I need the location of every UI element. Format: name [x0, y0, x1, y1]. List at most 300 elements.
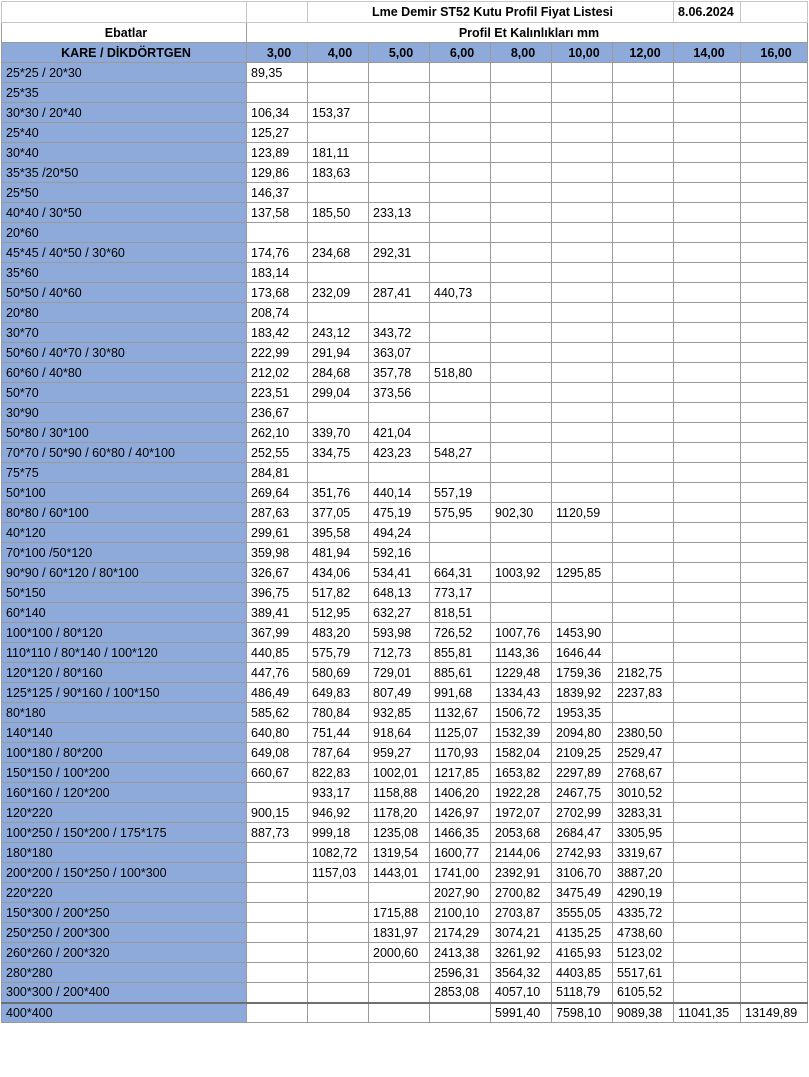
price-cell[interactable] — [552, 583, 613, 603]
price-cell[interactable]: 423,23 — [369, 443, 430, 463]
price-cell[interactable]: 284,81 — [247, 463, 308, 483]
size-cell[interactable]: 120*220 — [2, 803, 247, 823]
price-cell[interactable]: 357,78 — [369, 363, 430, 383]
size-cell[interactable]: 75*75 — [2, 463, 247, 483]
price-cell[interactable] — [741, 603, 808, 623]
size-cell[interactable]: 25*25 / 20*30 — [2, 63, 247, 83]
price-cell[interactable] — [308, 963, 369, 983]
price-cell[interactable] — [369, 1003, 430, 1023]
price-cell[interactable]: 3074,21 — [491, 923, 552, 943]
size-cell[interactable]: 200*200 / 150*250 / 100*300 — [2, 863, 247, 883]
price-cell[interactable] — [613, 403, 674, 423]
size-cell[interactable]: 50*150 — [2, 583, 247, 603]
price-cell[interactable]: 780,84 — [308, 703, 369, 723]
price-cell[interactable] — [741, 743, 808, 763]
thickness-header[interactable]: 5,00 — [369, 43, 430, 63]
price-cell[interactable]: 1002,01 — [369, 763, 430, 783]
price-cell[interactable]: 726,52 — [430, 623, 491, 643]
price-cell[interactable]: 447,76 — [247, 663, 308, 683]
size-cell[interactable]: 150*150 / 100*200 — [2, 763, 247, 783]
price-cell[interactable]: 2000,60 — [369, 943, 430, 963]
price-cell[interactable] — [369, 223, 430, 243]
price-cell[interactable]: 991,68 — [430, 683, 491, 703]
price-cell[interactable]: 2596,31 — [430, 963, 491, 983]
price-cell[interactable] — [613, 603, 674, 623]
price-cell[interactable] — [674, 323, 741, 343]
price-cell[interactable] — [741, 63, 808, 83]
price-cell[interactable] — [741, 303, 808, 323]
price-cell[interactable]: 262,10 — [247, 423, 308, 443]
price-cell[interactable] — [741, 823, 808, 843]
price-cell[interactable] — [741, 143, 808, 163]
price-cell[interactable] — [674, 343, 741, 363]
price-cell[interactable]: 818,51 — [430, 603, 491, 623]
size-cell[interactable]: 20*80 — [2, 303, 247, 323]
size-cell[interactable]: 50*100 — [2, 483, 247, 503]
price-cell[interactable]: 1007,76 — [491, 623, 552, 643]
price-cell[interactable] — [491, 163, 552, 183]
size-cell[interactable]: 220*220 — [2, 883, 247, 903]
price-cell[interactable]: 2380,50 — [613, 723, 674, 743]
thickness-header[interactable]: 14,00 — [674, 43, 741, 63]
size-cell[interactable]: 45*45 / 40*50 / 30*60 — [2, 243, 247, 263]
price-cell[interactable]: 729,01 — [369, 663, 430, 683]
size-cell[interactable]: 90*90 / 60*120 / 80*100 — [2, 563, 247, 583]
cell-empty[interactable] — [247, 2, 308, 23]
price-cell[interactable] — [741, 683, 808, 703]
price-cell[interactable]: 1132,67 — [430, 703, 491, 723]
size-cell[interactable]: 180*180 — [2, 843, 247, 863]
price-cell[interactable]: 284,68 — [308, 363, 369, 383]
size-cell[interactable]: 250*250 / 200*300 — [2, 923, 247, 943]
price-cell[interactable] — [369, 883, 430, 903]
price-cell[interactable] — [741, 443, 808, 463]
price-cell[interactable] — [741, 503, 808, 523]
price-cell[interactable]: 1295,85 — [552, 563, 613, 583]
price-cell[interactable] — [308, 903, 369, 923]
price-cell[interactable] — [674, 963, 741, 983]
price-cell[interactable]: 222,99 — [247, 343, 308, 363]
price-cell[interactable] — [308, 883, 369, 903]
price-cell[interactable]: 640,80 — [247, 723, 308, 743]
price-cell[interactable]: 2703,87 — [491, 903, 552, 923]
price-cell[interactable]: 125,27 — [247, 123, 308, 143]
price-cell[interactable]: 287,41 — [369, 283, 430, 303]
price-cell[interactable] — [430, 343, 491, 363]
price-cell[interactable] — [491, 343, 552, 363]
price-cell[interactable]: 575,79 — [308, 643, 369, 663]
size-cell[interactable]: 30*40 — [2, 143, 247, 163]
price-cell[interactable] — [491, 143, 552, 163]
price-cell[interactable]: 2144,06 — [491, 843, 552, 863]
price-cell[interactable] — [674, 183, 741, 203]
price-cell[interactable] — [674, 483, 741, 503]
price-cell[interactable]: 1120,59 — [552, 503, 613, 523]
price-cell[interactable]: 5118,79 — [552, 983, 613, 1003]
price-cell[interactable] — [491, 403, 552, 423]
price-cell[interactable]: 292,31 — [369, 243, 430, 263]
price-cell[interactable] — [613, 503, 674, 523]
price-cell[interactable]: 773,17 — [430, 583, 491, 603]
price-cell[interactable]: 1922,28 — [491, 783, 552, 803]
price-cell[interactable] — [552, 603, 613, 623]
price-cell[interactable] — [308, 183, 369, 203]
price-cell[interactable] — [491, 443, 552, 463]
price-cell[interactable] — [491, 383, 552, 403]
price-cell[interactable] — [552, 143, 613, 163]
price-cell[interactable]: 1839,92 — [552, 683, 613, 703]
price-cell[interactable] — [613, 623, 674, 643]
price-cell[interactable] — [491, 303, 552, 323]
price-cell[interactable]: 5123,02 — [613, 943, 674, 963]
price-cell[interactable]: 486,49 — [247, 683, 308, 703]
price-cell[interactable] — [674, 63, 741, 83]
price-cell[interactable]: 4135,25 — [552, 923, 613, 943]
price-cell[interactable]: 1953,35 — [552, 703, 613, 723]
cell-empty[interactable] — [741, 2, 808, 23]
price-cell[interactable] — [491, 323, 552, 343]
price-cell[interactable]: 440,85 — [247, 643, 308, 663]
price-cell[interactable] — [491, 183, 552, 203]
price-cell[interactable]: 183,14 — [247, 263, 308, 283]
price-cell[interactable]: 373,56 — [369, 383, 430, 403]
price-cell[interactable]: 334,75 — [308, 443, 369, 463]
price-cell[interactable] — [674, 523, 741, 543]
price-cell[interactable] — [552, 183, 613, 203]
price-cell[interactable]: 1453,90 — [552, 623, 613, 643]
price-cell[interactable]: 664,31 — [430, 563, 491, 583]
price-cell[interactable]: 4335,72 — [613, 903, 674, 923]
price-cell[interactable] — [741, 183, 808, 203]
price-cell[interactable] — [741, 123, 808, 143]
price-cell[interactable] — [674, 863, 741, 883]
price-cell[interactable] — [613, 423, 674, 443]
price-cell[interactable]: 481,94 — [308, 543, 369, 563]
price-cell[interactable]: 1217,85 — [430, 763, 491, 783]
price-cell[interactable]: 252,55 — [247, 443, 308, 463]
price-cell[interactable] — [741, 943, 808, 963]
price-cell[interactable] — [491, 263, 552, 283]
price-cell[interactable]: 1143,36 — [491, 643, 552, 663]
price-cell[interactable] — [741, 243, 808, 263]
price-cell[interactable]: 1229,48 — [491, 663, 552, 683]
price-cell[interactable]: 4290,19 — [613, 883, 674, 903]
price-cell[interactable]: 2702,99 — [552, 803, 613, 823]
cell-empty[interactable] — [2, 2, 247, 23]
price-cell[interactable]: 359,98 — [247, 543, 308, 563]
price-cell[interactable]: 900,15 — [247, 803, 308, 823]
price-cell[interactable] — [247, 943, 308, 963]
price-cell[interactable] — [674, 123, 741, 143]
price-cell[interactable]: 1158,88 — [369, 783, 430, 803]
size-cell[interactable]: 40*120 — [2, 523, 247, 543]
price-cell[interactable] — [674, 823, 741, 843]
price-cell[interactable] — [308, 463, 369, 483]
price-cell[interactable]: 396,75 — [247, 583, 308, 603]
price-cell[interactable]: 5517,61 — [613, 963, 674, 983]
price-cell[interactable]: 575,95 — [430, 503, 491, 523]
price-cell[interactable]: 2413,38 — [430, 943, 491, 963]
price-cell[interactable]: 243,12 — [308, 323, 369, 343]
price-cell[interactable] — [613, 483, 674, 503]
price-cell[interactable]: 326,67 — [247, 563, 308, 583]
price-cell[interactable] — [369, 123, 430, 143]
price-cell[interactable] — [674, 743, 741, 763]
size-cell[interactable]: 35*60 — [2, 263, 247, 283]
price-cell[interactable]: 3319,67 — [613, 843, 674, 863]
price-cell[interactable]: 2053,68 — [491, 823, 552, 843]
price-cell[interactable]: 494,24 — [369, 523, 430, 543]
price-cell[interactable] — [369, 263, 430, 283]
price-cell[interactable]: 887,73 — [247, 823, 308, 843]
price-cell[interactable]: 1582,04 — [491, 743, 552, 763]
size-cell[interactable]: 120*120 / 80*160 — [2, 663, 247, 683]
thickness-header[interactable]: 10,00 — [552, 43, 613, 63]
price-cell[interactable] — [674, 423, 741, 443]
price-cell[interactable] — [741, 923, 808, 943]
price-cell[interactable] — [247, 783, 308, 803]
size-cell[interactable]: 40*40 / 30*50 — [2, 203, 247, 223]
price-cell[interactable] — [674, 143, 741, 163]
size-cell[interactable]: 100*180 / 80*200 — [2, 743, 247, 763]
price-cell[interactable] — [613, 443, 674, 463]
price-cell[interactable]: 395,58 — [308, 523, 369, 543]
price-cell[interactable]: 2768,67 — [613, 763, 674, 783]
price-cell[interactable] — [741, 283, 808, 303]
price-cell[interactable] — [430, 543, 491, 563]
price-cell[interactable] — [741, 983, 808, 1003]
price-cell[interactable]: 4165,93 — [552, 943, 613, 963]
thickness-header[interactable]: 3,00 — [247, 43, 308, 63]
size-cell[interactable]: 60*60 / 40*80 — [2, 363, 247, 383]
thickness-header[interactable]: 8,00 — [491, 43, 552, 63]
price-cell[interactable]: 4403,85 — [552, 963, 613, 983]
price-cell[interactable] — [369, 103, 430, 123]
price-cell[interactable] — [430, 1003, 491, 1023]
price-cell[interactable]: 580,69 — [308, 663, 369, 683]
price-cell[interactable] — [674, 583, 741, 603]
price-cell[interactable] — [369, 403, 430, 423]
price-cell[interactable]: 269,64 — [247, 483, 308, 503]
price-cell[interactable] — [430, 303, 491, 323]
price-cell[interactable]: 1831,97 — [369, 923, 430, 943]
price-cell[interactable] — [308, 123, 369, 143]
price-cell[interactable]: 3555,05 — [552, 903, 613, 923]
size-cell[interactable]: 300*300 / 200*400 — [2, 983, 247, 1003]
price-cell[interactable]: 1532,39 — [491, 723, 552, 743]
price-cell[interactable] — [741, 723, 808, 743]
price-cell[interactable]: 185,50 — [308, 203, 369, 223]
price-cell[interactable] — [369, 963, 430, 983]
price-cell[interactable] — [369, 83, 430, 103]
price-cell[interactable] — [247, 983, 308, 1003]
price-cell[interactable]: 7598,10 — [552, 1003, 613, 1023]
price-cell[interactable]: 2027,90 — [430, 883, 491, 903]
price-cell[interactable]: 3475,49 — [552, 883, 613, 903]
price-cell[interactable] — [247, 1003, 308, 1023]
price-cell[interactable] — [674, 543, 741, 563]
price-cell[interactable] — [552, 463, 613, 483]
price-cell[interactable] — [491, 83, 552, 103]
size-cell[interactable]: 60*140 — [2, 603, 247, 623]
price-cell[interactable] — [613, 703, 674, 723]
price-cell[interactable] — [613, 563, 674, 583]
price-cell[interactable]: 649,83 — [308, 683, 369, 703]
price-cell[interactable] — [552, 163, 613, 183]
price-cell[interactable] — [552, 263, 613, 283]
price-cell[interactable]: 1125,07 — [430, 723, 491, 743]
price-cell[interactable] — [491, 583, 552, 603]
price-cell[interactable] — [308, 63, 369, 83]
price-cell[interactable]: 181,11 — [308, 143, 369, 163]
price-cell[interactable]: 233,13 — [369, 203, 430, 223]
price-cell[interactable]: 2467,75 — [552, 783, 613, 803]
price-cell[interactable]: 1715,88 — [369, 903, 430, 923]
price-cell[interactable]: 933,17 — [308, 783, 369, 803]
price-cell[interactable] — [430, 403, 491, 423]
price-cell[interactable]: 440,73 — [430, 283, 491, 303]
price-cell[interactable]: 1170,93 — [430, 743, 491, 763]
price-cell[interactable]: 208,74 — [247, 303, 308, 323]
price-cell[interactable]: 5991,40 — [491, 1003, 552, 1023]
price-cell[interactable] — [613, 643, 674, 663]
price-cell[interactable] — [552, 323, 613, 343]
price-cell[interactable]: 548,27 — [430, 443, 491, 463]
price-cell[interactable] — [552, 63, 613, 83]
price-cell[interactable] — [613, 63, 674, 83]
price-cell[interactable]: 1426,97 — [430, 803, 491, 823]
price-cell[interactable] — [247, 223, 308, 243]
price-cell[interactable] — [741, 863, 808, 883]
price-cell[interactable] — [552, 343, 613, 363]
price-cell[interactable] — [247, 83, 308, 103]
price-cell[interactable] — [741, 883, 808, 903]
price-cell[interactable]: 377,05 — [308, 503, 369, 523]
price-cell[interactable]: 4738,60 — [613, 923, 674, 943]
size-cell[interactable]: 70*100 /50*120 — [2, 543, 247, 563]
price-cell[interactable] — [674, 363, 741, 383]
price-cell[interactable]: 3887,20 — [613, 863, 674, 883]
price-cell[interactable] — [741, 663, 808, 683]
size-cell[interactable]: 260*260 / 200*320 — [2, 943, 247, 963]
price-cell[interactable] — [613, 243, 674, 263]
size-column-header[interactable]: KARE / DİKDÖRTGEN — [2, 43, 247, 63]
price-cell[interactable]: 1157,03 — [308, 863, 369, 883]
price-cell[interactable]: 4057,10 — [491, 983, 552, 1003]
size-cell[interactable]: 100*100 / 80*120 — [2, 623, 247, 643]
price-cell[interactable] — [552, 403, 613, 423]
price-cell[interactable]: 1741,00 — [430, 863, 491, 883]
price-cell[interactable] — [491, 423, 552, 443]
price-cell[interactable]: 123,89 — [247, 143, 308, 163]
price-cell[interactable] — [674, 623, 741, 643]
price-cell[interactable] — [247, 963, 308, 983]
price-cell[interactable]: 512,95 — [308, 603, 369, 623]
price-cell[interactable]: 1972,07 — [491, 803, 552, 823]
price-cell[interactable] — [674, 303, 741, 323]
price-cell[interactable]: 3564,32 — [491, 963, 552, 983]
price-cell[interactable] — [552, 363, 613, 383]
size-cell[interactable]: 35*35 /20*50 — [2, 163, 247, 183]
price-cell[interactable]: 146,37 — [247, 183, 308, 203]
price-cell[interactable] — [430, 63, 491, 83]
price-cell[interactable] — [430, 103, 491, 123]
price-cell[interactable] — [674, 683, 741, 703]
price-cell[interactable]: 1600,77 — [430, 843, 491, 863]
price-cell[interactable]: 236,67 — [247, 403, 308, 423]
price-cell[interactable] — [430, 463, 491, 483]
price-cell[interactable]: 959,27 — [369, 743, 430, 763]
price-cell[interactable]: 1466,35 — [430, 823, 491, 843]
price-cell[interactable]: 3283,31 — [613, 803, 674, 823]
price-cell[interactable] — [674, 663, 741, 683]
price-cell[interactable]: 212,02 — [247, 363, 308, 383]
size-cell[interactable]: 110*110 / 80*140 / 100*120 — [2, 643, 247, 663]
price-cell[interactable] — [674, 783, 741, 803]
price-cell[interactable] — [674, 203, 741, 223]
price-cell[interactable]: 9089,38 — [613, 1003, 674, 1023]
price-cell[interactable] — [308, 943, 369, 963]
price-cell[interactable] — [674, 763, 741, 783]
price-cell[interactable]: 483,20 — [308, 623, 369, 643]
price-cell[interactable] — [308, 303, 369, 323]
price-cell[interactable] — [369, 63, 430, 83]
price-cell[interactable] — [369, 463, 430, 483]
size-cell[interactable]: 30*90 — [2, 403, 247, 423]
price-cell[interactable]: 1003,92 — [491, 563, 552, 583]
price-cell[interactable]: 712,73 — [369, 643, 430, 663]
price-cell[interactable]: 557,19 — [430, 483, 491, 503]
price-cell[interactable]: 434,06 — [308, 563, 369, 583]
price-cell[interactable] — [308, 983, 369, 1003]
price-cell[interactable]: 3261,92 — [491, 943, 552, 963]
ebatlar-header[interactable]: Ebatlar — [2, 23, 247, 43]
price-cell[interactable]: 299,04 — [308, 383, 369, 403]
size-cell[interactable]: 80*180 — [2, 703, 247, 723]
price-cell[interactable]: 183,42 — [247, 323, 308, 343]
price-cell[interactable]: 106,34 — [247, 103, 308, 123]
price-cell[interactable]: 367,99 — [247, 623, 308, 643]
price-cell[interactable] — [741, 343, 808, 363]
price-cell[interactable] — [308, 1003, 369, 1023]
price-cell[interactable] — [247, 923, 308, 943]
price-cell[interactable] — [674, 983, 741, 1003]
price-cell[interactable]: 339,70 — [308, 423, 369, 443]
price-cell[interactable]: 660,67 — [247, 763, 308, 783]
price-cell[interactable]: 1319,54 — [369, 843, 430, 863]
price-cell[interactable] — [674, 443, 741, 463]
size-cell[interactable]: 160*160 / 120*200 — [2, 783, 247, 803]
price-cell[interactable]: 137,58 — [247, 203, 308, 223]
price-cell[interactable] — [741, 543, 808, 563]
price-cell[interactable]: 1235,08 — [369, 823, 430, 843]
price-cell[interactable]: 2742,93 — [552, 843, 613, 863]
size-cell[interactable]: 140*140 — [2, 723, 247, 743]
price-cell[interactable]: 6105,52 — [613, 983, 674, 1003]
price-cell[interactable] — [369, 163, 430, 183]
size-cell[interactable]: 25*50 — [2, 183, 247, 203]
price-cell[interactable]: 649,08 — [247, 743, 308, 763]
price-cell[interactable] — [491, 103, 552, 123]
size-cell[interactable]: 50*80 / 30*100 — [2, 423, 247, 443]
price-cell[interactable]: 932,85 — [369, 703, 430, 723]
price-cell[interactable]: 855,81 — [430, 643, 491, 663]
price-cell[interactable] — [741, 903, 808, 923]
sheet-title[interactable]: Lme Demir ST52 Kutu Profil Fiyat Listesi — [308, 2, 674, 23]
price-cell[interactable] — [674, 943, 741, 963]
price-cell[interactable] — [491, 543, 552, 563]
price-cell[interactable] — [674, 243, 741, 263]
